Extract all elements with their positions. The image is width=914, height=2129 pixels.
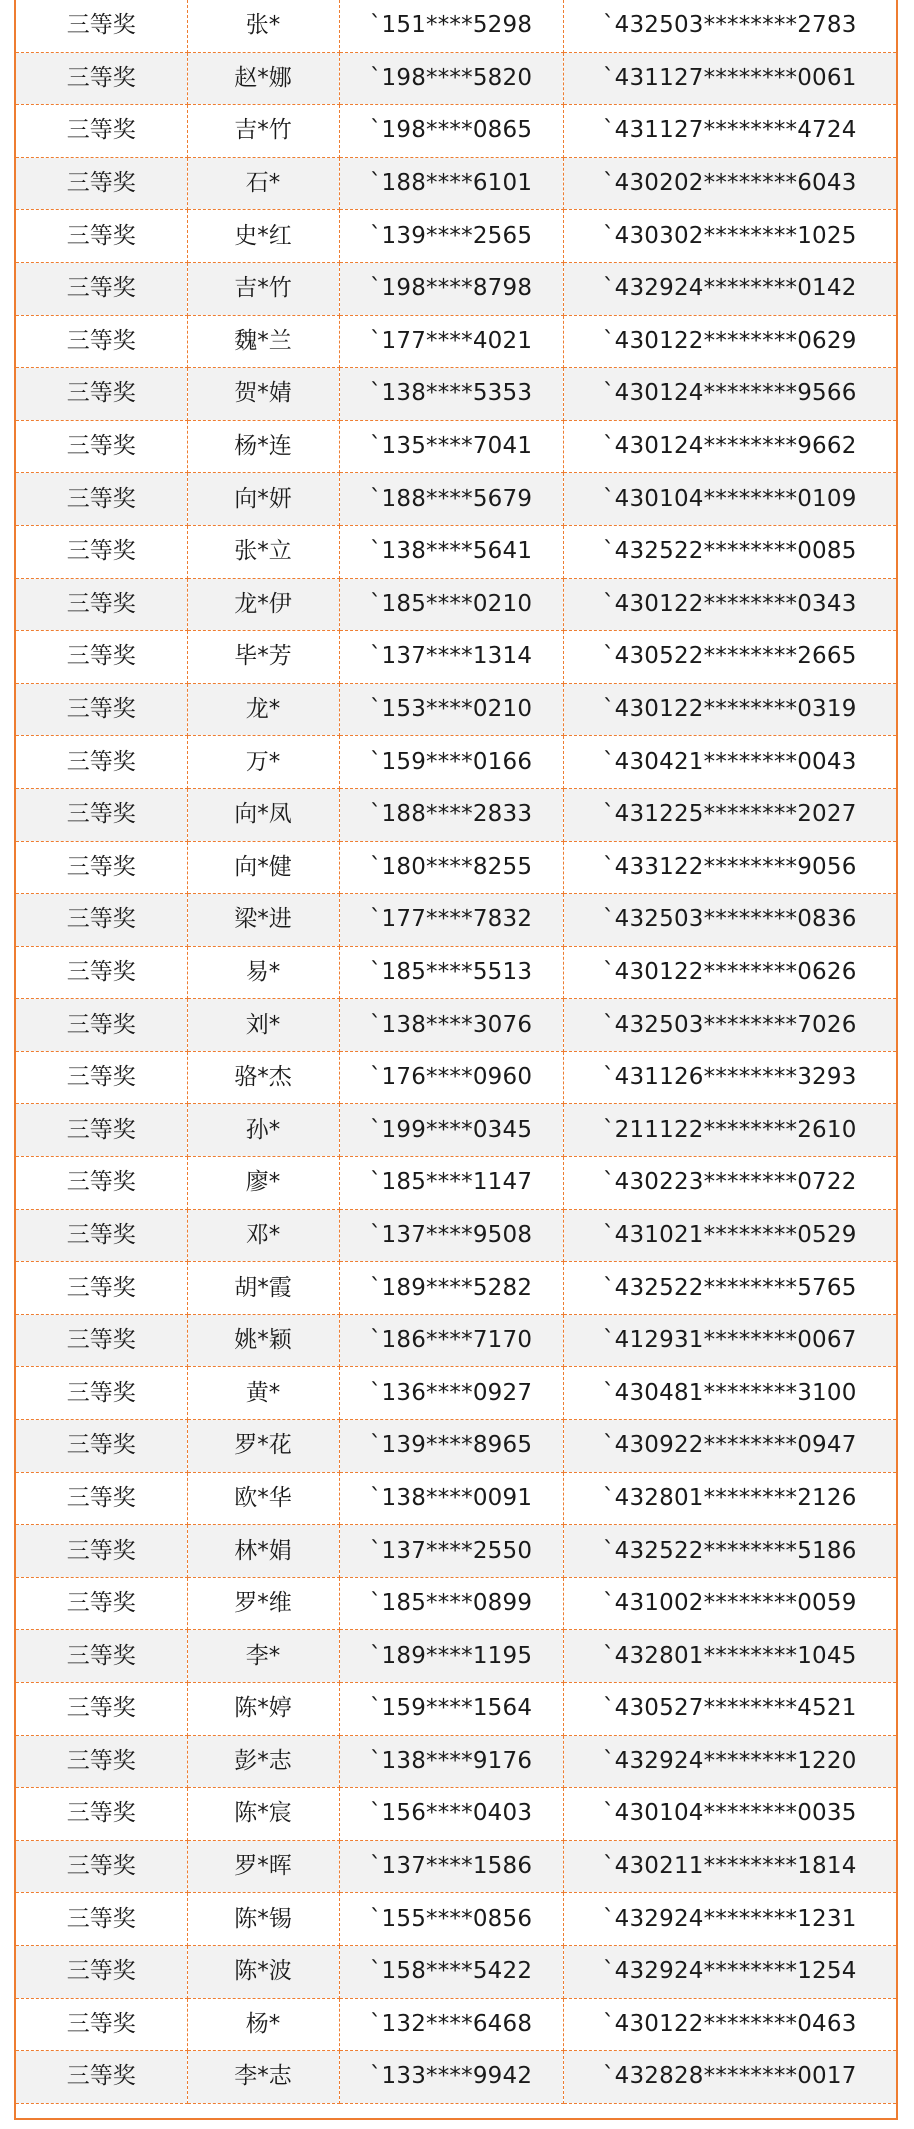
phone-cell: `198****8798	[339, 262, 563, 315]
table-row	[16, 1630, 896, 1683]
prize-cell: 三等奖	[16, 631, 187, 684]
id-number-cell: `430122********0629	[563, 315, 896, 368]
id-number-cell: `432503********0836	[563, 894, 896, 947]
table-row	[16, 631, 896, 684]
phone-cell: `188****6101	[339, 157, 563, 210]
prize-cell: 三等奖	[16, 2051, 187, 2104]
name-cell: 刘*	[187, 999, 339, 1052]
prize-cell: 三等奖	[16, 105, 187, 158]
table-row	[16, 315, 896, 368]
name-cell: 彭*志	[187, 1735, 339, 1788]
phone-cell: `136****0927	[339, 1367, 563, 1420]
prize-cell: 三等奖	[16, 157, 187, 210]
name-cell: 赵*娜	[187, 52, 339, 105]
phone-cell: `185****1147	[339, 1157, 563, 1210]
name-cell: 陈*波	[187, 1945, 339, 1998]
phone-cell: `177****4021	[339, 315, 563, 368]
table-row	[16, 1577, 896, 1630]
name-cell: 吉*竹	[187, 105, 339, 158]
id-number-cell: `430122********0319	[563, 683, 896, 736]
phone-cell: `185****5513	[339, 946, 563, 999]
table-row	[16, 946, 896, 999]
name-cell: 吉*竹	[187, 262, 339, 315]
prize-cell: 三等奖	[16, 1157, 187, 1210]
table-row	[16, 1051, 896, 1104]
id-number-cell: `430421********0043	[563, 736, 896, 789]
name-cell: 魏*兰	[187, 315, 339, 368]
prize-cell: 三等奖	[16, 1314, 187, 1367]
name-cell: 万*	[187, 736, 339, 789]
name-cell: 石*	[187, 157, 339, 210]
name-cell: 杨*连	[187, 420, 339, 473]
phone-cell: `198****0865	[339, 105, 563, 158]
phone-cell: `180****8255	[339, 841, 563, 894]
prize-cell: 三等奖	[16, 262, 187, 315]
phone-cell: `159****1564	[339, 1683, 563, 1736]
prize-cell: 三等奖	[16, 788, 187, 841]
prize-cell: 三等奖	[16, 841, 187, 894]
id-number-cell: `432924********1220	[563, 1735, 896, 1788]
phone-cell: `138****9176	[339, 1735, 563, 1788]
table-row	[16, 1840, 896, 1893]
table-row	[16, 683, 896, 736]
id-number-cell: `432828********0017	[563, 2051, 896, 2104]
id-number-cell: `430922********0947	[563, 1420, 896, 1473]
id-number-cell: `430202********6043	[563, 157, 896, 210]
table-row	[16, 1367, 896, 1420]
table-row	[16, 1998, 896, 2051]
table-row	[16, 841, 896, 894]
name-cell: 张*立	[187, 525, 339, 578]
name-cell: 龙*	[187, 683, 339, 736]
table-row	[16, 525, 896, 578]
prize-cell: 三等奖	[16, 1472, 187, 1525]
name-cell: 史*红	[187, 210, 339, 263]
prize-cell: 三等奖	[16, 578, 187, 631]
prize-cell: 三等奖	[16, 52, 187, 105]
phone-cell: `186****7170	[339, 1314, 563, 1367]
table-row	[16, 1104, 896, 1157]
prize-cell: 三等奖	[16, 1735, 187, 1788]
name-cell: 罗*维	[187, 1577, 339, 1630]
name-cell: 毕*芳	[187, 631, 339, 684]
id-number-cell: `430124********9662	[563, 420, 896, 473]
id-number-cell: `430122********0626	[563, 946, 896, 999]
phone-cell: `137****1586	[339, 1840, 563, 1893]
name-cell: 李*	[187, 1630, 339, 1683]
prize-cell: 三等奖	[16, 1788, 187, 1841]
id-number-cell: `211122********2610	[563, 1104, 896, 1157]
phone-cell: `159****0166	[339, 736, 563, 789]
phone-cell: `137****9508	[339, 1209, 563, 1262]
phone-cell: `188****5679	[339, 473, 563, 526]
phone-cell: `138****5353	[339, 368, 563, 421]
id-number-cell: `433122********9056	[563, 841, 896, 894]
phone-cell: `139****8965	[339, 1420, 563, 1473]
name-cell: 林*娟	[187, 1525, 339, 1578]
prize-cell: 三等奖	[16, 1683, 187, 1736]
table-row	[16, 52, 896, 105]
table-row	[16, 578, 896, 631]
name-cell: 胡*霞	[187, 1262, 339, 1315]
id-number-cell: `431126********3293	[563, 1051, 896, 1104]
phone-cell: `138****3076	[339, 999, 563, 1052]
phone-cell: `189****5282	[339, 1262, 563, 1315]
prize-cell: 三等奖	[16, 1577, 187, 1630]
id-number-cell: `431225********2027	[563, 788, 896, 841]
table-row	[16, 262, 896, 315]
winners-table	[16, 0, 896, 2104]
prize-cell: 三等奖	[16, 1367, 187, 1420]
table-row	[16, 0, 896, 52]
id-number-cell: `430122********0463	[563, 1998, 896, 2051]
table-row	[16, 368, 896, 421]
phone-cell: `156****0403	[339, 1788, 563, 1841]
id-number-cell: `412931********0067	[563, 1314, 896, 1367]
id-number-cell: `430302********1025	[563, 210, 896, 263]
table-row	[16, 736, 896, 789]
phone-cell: `139****2565	[339, 210, 563, 263]
table-row	[16, 1209, 896, 1262]
table-row	[16, 420, 896, 473]
table-row	[16, 1262, 896, 1315]
name-cell: 骆*杰	[187, 1051, 339, 1104]
id-number-cell: `430124********9566	[563, 368, 896, 421]
name-cell: 罗*晖	[187, 1840, 339, 1893]
prize-cell: 三等奖	[16, 420, 187, 473]
table-row	[16, 1314, 896, 1367]
prize-cell: 三等奖	[16, 1209, 187, 1262]
id-number-cell: `431021********0529	[563, 1209, 896, 1262]
phone-cell: `188****2833	[339, 788, 563, 841]
name-cell: 李*志	[187, 2051, 339, 2104]
id-number-cell: `431127********0061	[563, 52, 896, 105]
id-number-cell: `432924********1254	[563, 1945, 896, 1998]
table-row	[16, 1788, 896, 1841]
id-number-cell: `430122********0343	[563, 578, 896, 631]
prize-cell: 三等奖	[16, 473, 187, 526]
id-number-cell: `430223********0722	[563, 1157, 896, 1210]
prize-cell: 三等奖	[16, 1998, 187, 2051]
prize-cell: 三等奖	[16, 683, 187, 736]
phone-cell: `132****6468	[339, 1998, 563, 2051]
name-cell: 姚*颖	[187, 1314, 339, 1367]
name-cell: 廖*	[187, 1157, 339, 1210]
name-cell: 梁*进	[187, 894, 339, 947]
prize-cell: 三等奖	[16, 1262, 187, 1315]
name-cell: 陈*宸	[187, 1788, 339, 1841]
name-cell: 欧*华	[187, 1472, 339, 1525]
prize-cell: 三等奖	[16, 315, 187, 368]
phone-cell: `135****7041	[339, 420, 563, 473]
phone-cell: `189****1195	[339, 1630, 563, 1683]
prize-cell: 三等奖	[16, 368, 187, 421]
id-number-cell: `432522********5186	[563, 1525, 896, 1578]
prize-cell: 三等奖	[16, 736, 187, 789]
prize-cell: 三等奖	[16, 0, 187, 52]
id-number-cell: `432503********7026	[563, 999, 896, 1052]
prize-cell: 三等奖	[16, 1051, 187, 1104]
name-cell: 陈*锡	[187, 1893, 339, 1946]
phone-cell: `198****5820	[339, 52, 563, 105]
table-row	[16, 1525, 896, 1578]
id-number-cell: `432801********1045	[563, 1630, 896, 1683]
name-cell: 龙*伊	[187, 578, 339, 631]
table-row	[16, 1893, 896, 1946]
phone-cell: `137****2550	[339, 1525, 563, 1578]
table-row	[16, 473, 896, 526]
prize-cell: 三等奖	[16, 946, 187, 999]
prize-cell: 三等奖	[16, 525, 187, 578]
prize-cell: 三等奖	[16, 1840, 187, 1893]
id-number-cell: `430211********1814	[563, 1840, 896, 1893]
phone-cell: `137****1314	[339, 631, 563, 684]
table-row	[16, 1735, 896, 1788]
phone-cell: `185****0210	[339, 578, 563, 631]
name-cell: 张*	[187, 0, 339, 52]
table-row	[16, 1945, 896, 1998]
name-cell: 黄*	[187, 1367, 339, 1420]
phone-cell: `153****0210	[339, 683, 563, 736]
table-row	[16, 1472, 896, 1525]
phone-cell: `151****5298	[339, 0, 563, 52]
phone-cell: `138****5641	[339, 525, 563, 578]
phone-cell: `177****7832	[339, 894, 563, 947]
id-number-cell: `432522********5765	[563, 1262, 896, 1315]
name-cell: 易*	[187, 946, 339, 999]
table-row	[16, 788, 896, 841]
name-cell: 向*凤	[187, 788, 339, 841]
name-cell: 邓*	[187, 1209, 339, 1262]
prize-cell: 三等奖	[16, 1630, 187, 1683]
prize-cell: 三等奖	[16, 999, 187, 1052]
prize-cell: 三等奖	[16, 1945, 187, 1998]
phone-cell: `199****0345	[339, 1104, 563, 1157]
name-cell: 贺*婧	[187, 368, 339, 421]
table-row	[16, 1157, 896, 1210]
prize-cell: 三等奖	[16, 1104, 187, 1157]
table-row	[16, 210, 896, 263]
id-number-cell: `430527********4521	[563, 1683, 896, 1736]
id-number-cell: `431127********4724	[563, 105, 896, 158]
winners-table-body	[16, 0, 896, 2103]
phone-cell: `158****5422	[339, 1945, 563, 1998]
id-number-cell: `432522********0085	[563, 525, 896, 578]
id-number-cell: `431002********0059	[563, 1577, 896, 1630]
name-cell: 杨*	[187, 1998, 339, 2051]
prize-cell: 三等奖	[16, 1525, 187, 1578]
id-number-cell: `430104********0109	[563, 473, 896, 526]
table-row	[16, 999, 896, 1052]
id-number-cell: `430481********3100	[563, 1367, 896, 1420]
id-number-cell: `432801********2126	[563, 1472, 896, 1525]
table-row	[16, 2051, 896, 2104]
prize-cell: 三等奖	[16, 1893, 187, 1946]
prize-cell: 三等奖	[16, 894, 187, 947]
table-row	[16, 105, 896, 158]
name-cell: 罗*花	[187, 1420, 339, 1473]
table-row	[16, 1683, 896, 1736]
phone-cell: `185****0899	[339, 1577, 563, 1630]
id-number-cell: `432924********1231	[563, 1893, 896, 1946]
table-row	[16, 894, 896, 947]
phone-cell: `176****0960	[339, 1051, 563, 1104]
id-number-cell: `432924********0142	[563, 262, 896, 315]
id-number-cell: `430104********0035	[563, 1788, 896, 1841]
prize-cell: 三等奖	[16, 210, 187, 263]
phone-cell: `138****0091	[339, 1472, 563, 1525]
phone-cell: `155****0856	[339, 1893, 563, 1946]
name-cell: 向*健	[187, 841, 339, 894]
table-row	[16, 157, 896, 210]
table-row	[16, 1420, 896, 1473]
id-number-cell: `430522********2665	[563, 631, 896, 684]
name-cell: 陈*婷	[187, 1683, 339, 1736]
id-number-cell: `432503********2783	[563, 0, 896, 52]
prize-cell: 三等奖	[16, 1420, 187, 1473]
phone-cell: `133****9942	[339, 2051, 563, 2104]
name-cell: 孙*	[187, 1104, 339, 1157]
name-cell: 向*妍	[187, 473, 339, 526]
